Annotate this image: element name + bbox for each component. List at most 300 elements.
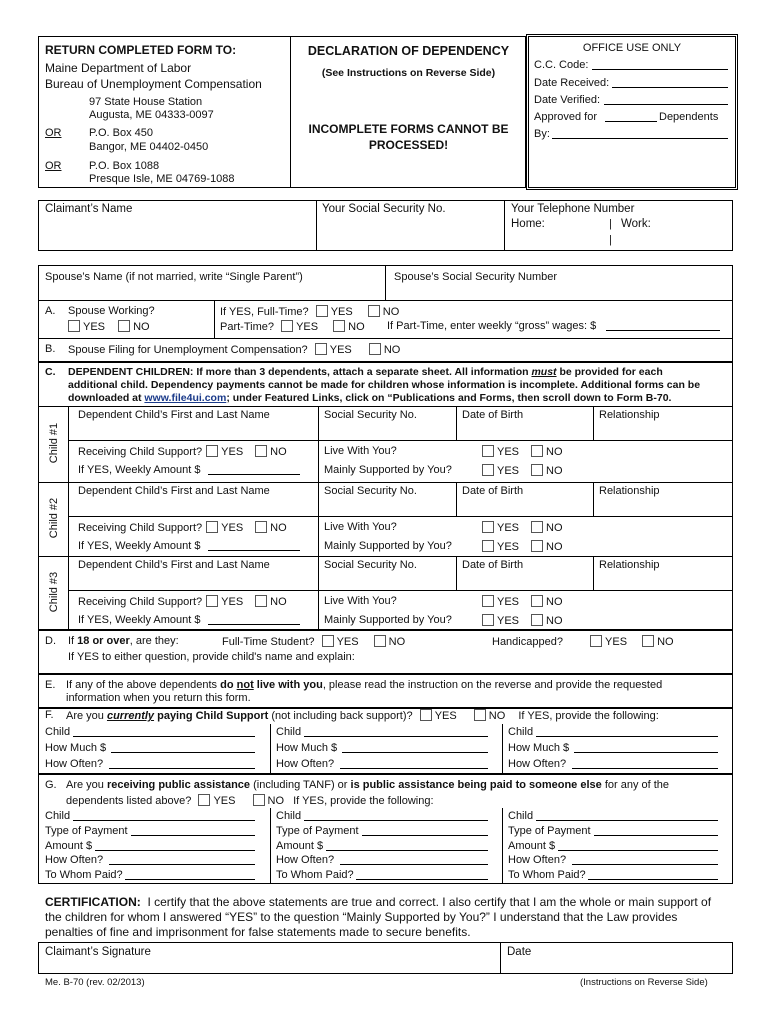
address2-line2: Bangor, ME 04402-0450 <box>89 141 209 153</box>
section-g-text2: (including TANF) or <box>250 779 351 791</box>
child-3-col-div-2 <box>456 556 457 590</box>
g-col3-howoften-field[interactable] <box>572 854 718 865</box>
section-a-label: A. <box>45 305 56 317</box>
yes-label: YES <box>329 344 352 356</box>
f-col3-child-label: Child <box>508 726 534 738</box>
address3-line1: P.O. Box 1088 <box>89 160 160 172</box>
dependents-label: Dependents <box>659 111 719 123</box>
child-2-ssn-label: Social Security No. <box>324 485 417 497</box>
child-2-label: Child #2 <box>48 497 60 539</box>
cc-code-field[interactable] <box>592 59 728 70</box>
child-3-support-yes-checkbox[interactable] <box>206 595 218 607</box>
by-field[interactable] <box>552 128 728 139</box>
child-support-yes-checkbox[interactable] <box>420 709 432 721</box>
child-2-ssn-field[interactable] <box>320 498 454 514</box>
child-2-col-div-2 <box>456 482 457 516</box>
section-d-are: , are they: <box>129 635 179 647</box>
child-1-side-divider <box>68 406 69 482</box>
g-col3-amount-field[interactable] <box>558 840 718 851</box>
section-b-line <box>38 338 733 339</box>
no-label: NO <box>267 795 285 807</box>
section-d-label: D. <box>45 635 56 647</box>
child-2-support-no-checkbox[interactable] <box>255 521 267 533</box>
org-name: Maine Department of Labor <box>45 61 192 75</box>
child-1-support-label: Receiving Child Support? <box>78 446 203 458</box>
no-label: NO <box>546 541 563 553</box>
date-received-field[interactable] <box>612 77 728 88</box>
spouse-filing-no-checkbox[interactable] <box>369 343 381 355</box>
fulltime-row <box>220 305 399 318</box>
incomplete-warning-1: INCOMPLETE FORMS CANNOT BE <box>308 122 509 136</box>
child-2-dob-field[interactable] <box>458 498 591 514</box>
child-2-col-div-1 <box>318 482 319 556</box>
section-c-text3: downloaded at <box>68 392 145 404</box>
section-e-line2: information when you return this form. <box>66 692 251 704</box>
section-e-text2: , please read the instruction on the reverse and provide the requested <box>322 679 663 691</box>
child-1-live-no-checkbox[interactable] <box>531 445 543 457</box>
section-g-line2 <box>66 794 434 807</box>
section-f-text2: (not including back support)? <box>268 710 413 722</box>
child-1-weekly-label: If YES, Weekly Amount $ <box>78 464 201 476</box>
fulltime-yes-checkbox[interactable] <box>316 305 328 317</box>
section-g-receiving: receiving public assistance <box>106 779 251 791</box>
student-yes-checkbox[interactable] <box>322 635 334 647</box>
child-1-name-label: Dependent Child’s First and Last Name <box>78 409 270 421</box>
or-label-1: OR <box>45 127 62 139</box>
signature-divider <box>500 942 501 974</box>
child-2-live-yes-checkbox[interactable] <box>482 521 494 533</box>
child-3-support-no-checkbox[interactable] <box>255 595 267 607</box>
f-col1-howoften-label: How Often? <box>45 758 104 770</box>
f-col1-child-field[interactable] <box>73 726 255 737</box>
bureau-name: Bureau of Unemployment Compensation <box>45 77 262 91</box>
child-2-mainly-yes-checkbox[interactable] <box>482 540 494 552</box>
yes-label: YES <box>213 795 236 807</box>
section-e-do: do <box>220 679 237 691</box>
claimant-work-label: Work: <box>621 218 651 230</box>
f-col3-howoften-label: How Often? <box>508 758 567 770</box>
child-1-dob-label: Date of Birth <box>462 409 524 421</box>
child-1-header-line <box>68 440 733 441</box>
child-3-support-label: Receiving Child Support? <box>78 596 203 608</box>
parttime-yes-checkbox[interactable] <box>281 320 293 332</box>
section-g-text3: for any of the <box>601 779 670 791</box>
section-e-live: live with you <box>253 679 323 691</box>
handicapped-no-checkbox[interactable] <box>642 635 654 647</box>
g-col1-whom-field[interactable] <box>125 869 255 880</box>
child-2-mainly-options <box>478 541 563 553</box>
cert-line1 <box>45 895 711 909</box>
child-1-label: Child #1 <box>48 422 60 464</box>
spouse-working-label: Spouse Working? <box>68 305 155 317</box>
child-3-col-div-1 <box>318 556 319 630</box>
section-e-line1 <box>66 679 662 691</box>
g-col1-type-label: Type of Payment <box>45 825 128 837</box>
g-col2-amount-field[interactable] <box>326 840 488 851</box>
child-2-header-line <box>68 516 733 517</box>
form-title: DECLARATION OF DEPENDENCY <box>307 44 510 58</box>
yes-label: YES <box>497 596 520 608</box>
child-1-mainly-no-checkbox[interactable] <box>531 464 543 476</box>
yes-label: YES <box>221 446 244 458</box>
approved-for-label: Approved for <box>534 111 597 123</box>
section-g-divider-1 <box>270 808 271 884</box>
spouse-working-yes-checkbox[interactable] <box>68 320 80 332</box>
section-f-divider-1 <box>270 724 271 774</box>
signature-field[interactable] <box>40 962 498 973</box>
section-g-divider-2 <box>502 808 503 884</box>
g-col3-child-label: Child <box>508 810 534 822</box>
child-support-no-checkbox[interactable] <box>474 709 486 721</box>
spouse-name-label: Spouse’s Name (if not married, write “Single Parent”) <box>45 271 303 283</box>
g-col1-child-field[interactable] <box>73 810 255 821</box>
section-d-explain: If YES to either question, provide child's name and explain: <box>68 651 355 663</box>
public-assist-no-checkbox[interactable] <box>253 794 265 806</box>
child-1-support-yes-checkbox[interactable] <box>206 445 218 457</box>
child-1-ssn-label: Social Security No. <box>324 409 417 421</box>
child-1-col-div-1 <box>318 406 319 482</box>
child-3-live-no-checkbox[interactable] <box>531 595 543 607</box>
date-label: Date <box>507 946 532 958</box>
cert-line3: penalties of fine and imprisonment for false statements made to secure benefits. <box>45 925 471 939</box>
yes-label: YES <box>497 522 520 534</box>
claimant-divider-2 <box>504 200 505 251</box>
section-d-question <box>68 635 179 647</box>
section-d-18: 18 or over <box>77 635 130 647</box>
or-label-2: OR <box>45 160 62 172</box>
f-col1-howmuch-label: How Much $ <box>45 742 107 754</box>
child-3-rel-label: Relationship <box>599 559 660 571</box>
child-3-support-row <box>78 595 287 608</box>
child-2-mainly-row <box>478 540 563 553</box>
g-col3-howoften-label: How Often? <box>508 854 567 866</box>
cert-text1: I certify that the above statements are true and correct. I also certify that I am the whole or main support of <box>147 895 712 909</box>
child-3-mainly-no-checkbox[interactable] <box>531 614 543 626</box>
yes-label: YES <box>434 710 457 722</box>
g-col1-howoften-field[interactable] <box>109 854 255 865</box>
spouse-ssn-label: Spouse’s Social Security Number <box>394 271 558 283</box>
yes-label: YES <box>497 465 520 477</box>
child-1-mainly-yes-checkbox[interactable] <box>482 464 494 476</box>
address1-line1: 97 State House Station <box>89 96 203 108</box>
child-3-rel-field[interactable] <box>595 572 731 588</box>
g-col2-amount-label: Amount $ <box>276 840 324 852</box>
f-col2-child-field[interactable] <box>304 726 488 737</box>
section-e-not: not <box>236 679 254 691</box>
no-label: NO <box>546 596 563 608</box>
child-3-dob-field[interactable] <box>458 572 591 588</box>
child-1-live-label: Live With You? <box>324 445 397 457</box>
child-3-dob-label: Date of Birth <box>462 559 524 571</box>
child-1-support-options <box>202 446 287 458</box>
signature-label: Claimant’s Signature <box>45 946 151 958</box>
child-3-support-options <box>202 596 287 608</box>
section-c-line3 <box>68 392 671 404</box>
date-verified-label: Date Verified: <box>534 94 601 106</box>
no-label: NO <box>546 522 563 534</box>
section-g-line1 <box>66 779 669 791</box>
child-2-rel-label: Relationship <box>599 485 660 497</box>
spouse-filing-label: Spouse Filing for Unemployment Compensation? <box>68 344 308 356</box>
handicapped-yes-checkbox[interactable] <box>590 635 602 647</box>
instructions-reverse: (Instructions on Reverse Side) <box>580 977 708 988</box>
child-1-rel-label: Relationship <box>599 409 660 421</box>
date-received-label: Date Received: <box>534 77 610 89</box>
section-d-if: If <box>68 635 78 647</box>
spouse-divider <box>385 265 386 301</box>
spouse-working-options <box>64 320 150 333</box>
child-1-name-field[interactable] <box>70 422 316 438</box>
section-c-must: must <box>531 366 557 378</box>
yes-label: YES <box>221 522 244 534</box>
section-c-text4: ; under Featured Links, click on “Publications and Forms, then scroll down to Form B-70. <box>226 392 672 404</box>
child-2-name-field[interactable] <box>70 498 316 514</box>
handicapped-label: Handicapped? <box>492 636 563 648</box>
section-a-divider <box>214 301 215 338</box>
child-2-support-yes-checkbox[interactable] <box>206 521 218 533</box>
g-col1-amount-label: Amount $ <box>45 840 93 852</box>
child-1-mainly-label: Mainly Supported by You? <box>324 464 452 476</box>
approved-for-field[interactable] <box>605 111 657 122</box>
parttime-no-checkbox[interactable] <box>333 320 345 332</box>
cc-code-label: C.C. Code: <box>534 59 589 71</box>
child-1-live-yes-checkbox[interactable] <box>482 445 494 457</box>
child-2-live-label: Live With You? <box>324 521 397 533</box>
child-3-weekly-field[interactable] <box>208 614 300 625</box>
child-2-support-row <box>78 521 287 534</box>
section-c-text2: be provided for each <box>556 366 663 378</box>
g-col2-type-label: Type of Payment <box>276 825 359 837</box>
section-g-label: G. <box>45 779 57 791</box>
yes-label: YES <box>296 321 319 333</box>
f-col3-howmuch-label: How Much $ <box>508 742 570 754</box>
child-3-live-options <box>478 596 563 608</box>
claimant-home-label: Home: <box>511 218 545 230</box>
yes-label: YES <box>497 541 520 553</box>
section-f-divider-2 <box>502 724 503 774</box>
child-1-col-div-3 <box>593 406 594 440</box>
child-3-mainly-options <box>478 615 563 627</box>
date-verified-field[interactable] <box>604 94 728 105</box>
child-3-ssn-label: Social Security No. <box>324 559 417 571</box>
g-col3-child-field[interactable] <box>536 810 718 821</box>
child-1-col-div-2 <box>456 406 457 440</box>
f-col2-howmuch-label: How Much $ <box>276 742 338 754</box>
no-label: NO <box>657 636 674 648</box>
no-label: NO <box>348 321 365 333</box>
child-2-live-options <box>478 522 563 534</box>
f-col3-child-field[interactable] <box>536 726 718 737</box>
g-col1-child-label: Child <box>45 810 71 822</box>
child-1-support-no-checkbox[interactable] <box>255 445 267 457</box>
no-label: NO <box>382 306 400 318</box>
child-3-mainly-label: Mainly Supported by You? <box>324 614 452 626</box>
child-3-header-line <box>68 590 733 591</box>
no-label: NO <box>270 522 287 534</box>
yes-label: YES <box>336 636 359 648</box>
child-3-weekly-label: If YES, Weekly Amount $ <box>78 614 201 626</box>
section-c-line2: additional child. Dependency payments cannot be made for children whose information is incomplete. Additional forms can be <box>68 379 701 391</box>
no-label: NO <box>383 344 401 356</box>
g-col2-whom-label: To Whom Paid? <box>276 869 354 881</box>
child-3-live-yes-checkbox[interactable] <box>482 595 494 607</box>
child-1-support-row <box>78 445 287 458</box>
student-no-checkbox[interactable] <box>374 635 386 647</box>
by-label: By: <box>534 128 550 140</box>
section-c-line1 <box>68 366 663 378</box>
child-2-mainly-no-checkbox[interactable] <box>531 540 543 552</box>
g-col3-type-label: Type of Payment <box>508 825 591 837</box>
g-col2-howoften-field[interactable] <box>340 854 488 865</box>
section-g-ispaid: is public assistance being paid to someone else <box>350 779 602 791</box>
fulltime-student-label: Full-Time Student? <box>222 636 315 648</box>
child-1-ssn-field[interactable] <box>320 422 454 438</box>
cert-line2: the children for whom I answered “YES” to the question “Mainly Supported by You?” I understand that the Law provides <box>45 910 678 924</box>
child-3-mainly-yes-checkbox[interactable] <box>482 614 494 626</box>
child-3-name-field[interactable] <box>70 572 316 588</box>
f-col1-child-label: Child <box>45 726 71 738</box>
spouse-filing-row <box>68 343 400 356</box>
claimant-phone-label: Your Telephone Number <box>511 203 635 215</box>
g-col2-type-field[interactable] <box>362 825 488 836</box>
yes-label: YES <box>497 615 520 627</box>
yes-label: YES <box>221 596 244 608</box>
section-f-provide: If YES, provide the following: <box>518 710 659 722</box>
section-f-text1: Are you <box>66 710 107 722</box>
no-label: NO <box>488 710 506 722</box>
child-1-live-row <box>478 445 563 458</box>
child-2-support-options <box>202 522 287 534</box>
return-title: RETURN COMPLETED FORM TO: <box>45 43 237 57</box>
address3-line2: Presque Isle, ME 04769-1088 <box>89 173 235 185</box>
child-1-weekly-field[interactable] <box>208 464 300 475</box>
header-divider <box>290 36 291 188</box>
parttime-label: Part-Time? <box>220 321 274 333</box>
child-2-name-label: Dependent Child’s First and Last Name <box>78 485 270 497</box>
claimant-name-label: Claimant’s Name <box>45 203 133 215</box>
no-label: NO <box>388 636 406 648</box>
section-c-text1: DEPENDENT CHILDREN: If more than 3 dependents, attach a separate sheet. All information <box>68 366 532 378</box>
address2-line1: P.O. Box 450 <box>89 127 154 139</box>
section-e-label: E. <box>45 679 56 691</box>
file4ui-link[interactable]: www.file4ui.com <box>144 392 227 404</box>
no-label: NO <box>546 446 563 458</box>
yes-label: YES <box>83 321 106 333</box>
f-col2-howoften-field[interactable] <box>340 758 488 769</box>
child-2-col-div-3 <box>593 482 594 516</box>
g-col2-whom-field[interactable] <box>356 869 488 880</box>
no-label: NO <box>133 321 150 333</box>
section-g-text1: Are you <box>66 779 107 791</box>
child-1-rel-field[interactable] <box>595 422 731 438</box>
section-e-text1: If any of the above dependents <box>66 679 221 691</box>
handicapped-row <box>492 635 674 648</box>
section-f-paying: paying Child Support <box>154 710 269 722</box>
weekly-wages-field[interactable] <box>606 320 720 331</box>
child-2-side-divider <box>68 482 69 556</box>
child-1-dob-field[interactable] <box>458 422 591 438</box>
child-3-mainly-row <box>478 614 563 627</box>
section-f-question <box>66 709 659 722</box>
g-col2-howoften-label: How Often? <box>276 854 335 866</box>
child-3-ssn-field[interactable] <box>320 572 454 588</box>
cert-title: CERTIFICATION: <box>45 895 141 909</box>
f-col1-howmuch-field[interactable] <box>111 742 255 753</box>
f-col3-howoften-field[interactable] <box>572 758 718 769</box>
phone-pipe-1: | <box>609 218 612 230</box>
child-3-side-divider <box>68 556 69 630</box>
g-col2-child-label: Child <box>276 810 302 822</box>
child-3-name-label: Dependent Child’s First and Last Name <box>78 559 270 571</box>
child-2-live-no-checkbox[interactable] <box>531 521 543 533</box>
form-number: Me. B-70 (rev. 02/2013) <box>45 977 145 988</box>
f-col2-howoften-label: How Often? <box>276 758 335 770</box>
g-col3-whom-field[interactable] <box>588 869 718 880</box>
no-label: NO <box>270 596 287 608</box>
g-col1-type-field[interactable] <box>131 825 255 836</box>
g-col1-howoften-label: How Often? <box>45 854 104 866</box>
child-1-live-options <box>478 446 563 458</box>
child-2-mainly-label: Mainly Supported by You? <box>324 540 452 552</box>
child-1-mainly-options <box>478 465 563 477</box>
g-col3-whom-label: To Whom Paid? <box>508 869 586 881</box>
g-col1-whom-label: To Whom Paid? <box>45 869 123 881</box>
parttime-row <box>220 320 365 333</box>
f-col2-child-label: Child <box>276 726 302 738</box>
office-use-title: OFFICE USE ONLY <box>582 42 682 54</box>
f-col3-howmuch-field[interactable] <box>574 742 718 753</box>
fulltime-label: If YES, Full-Time? <box>220 306 309 318</box>
child-2-dob-label: Date of Birth <box>462 485 524 497</box>
f-col2-howmuch-field[interactable] <box>342 742 488 753</box>
child-2-rel-field[interactable] <box>595 498 731 514</box>
g-col2-child-field[interactable] <box>304 810 488 821</box>
incomplete-warning-2: PROCESSED! <box>368 138 449 152</box>
child-3-label: Child #3 <box>48 571 60 613</box>
child-2-live-row <box>478 521 563 534</box>
yes-label: YES <box>605 636 628 648</box>
g-col3-type-field[interactable] <box>594 825 718 836</box>
date-field[interactable] <box>502 962 731 973</box>
section-b-label: B. <box>45 343 56 355</box>
child-1-mainly-row <box>478 464 563 477</box>
g-col3-amount-label: Amount $ <box>508 840 556 852</box>
child-3-live-row <box>478 595 563 608</box>
section-f-currently: currently <box>106 710 155 722</box>
g-col1-amount-field[interactable] <box>95 840 255 851</box>
child-2-weekly-label: If YES, Weekly Amount $ <box>78 540 201 552</box>
spouse-filing-yes-checkbox[interactable] <box>315 343 327 355</box>
section-g-provide: If YES, provide the following: <box>293 795 434 807</box>
child-3-col-div-3 <box>593 556 594 590</box>
child-3-live-label: Live With You? <box>324 595 397 607</box>
claimant-ssn-label: Your Social Security No. <box>322 203 446 215</box>
no-label: NO <box>270 446 287 458</box>
yes-label: YES <box>330 306 353 318</box>
child-2-support-label: Receiving Child Support? <box>78 522 203 534</box>
address1-line2: Augusta, ME 04333-0097 <box>89 109 214 121</box>
yes-label: YES <box>497 446 520 458</box>
fulltime-no-checkbox[interactable] <box>368 305 380 317</box>
f-col1-howoften-field[interactable] <box>109 758 255 769</box>
weekly-wages-label: If Part-Time, enter weekly “gross” wages: $ <box>387 320 597 332</box>
no-label: NO <box>546 615 563 627</box>
child-2-weekly-field[interactable] <box>208 540 300 551</box>
form-subtitle: (See Instructions on Reverse Side) <box>321 67 496 79</box>
spouse-working-no-checkbox[interactable] <box>118 320 130 332</box>
public-assist-yes-checkbox[interactable] <box>198 794 210 806</box>
claimant-divider-1 <box>316 200 317 251</box>
